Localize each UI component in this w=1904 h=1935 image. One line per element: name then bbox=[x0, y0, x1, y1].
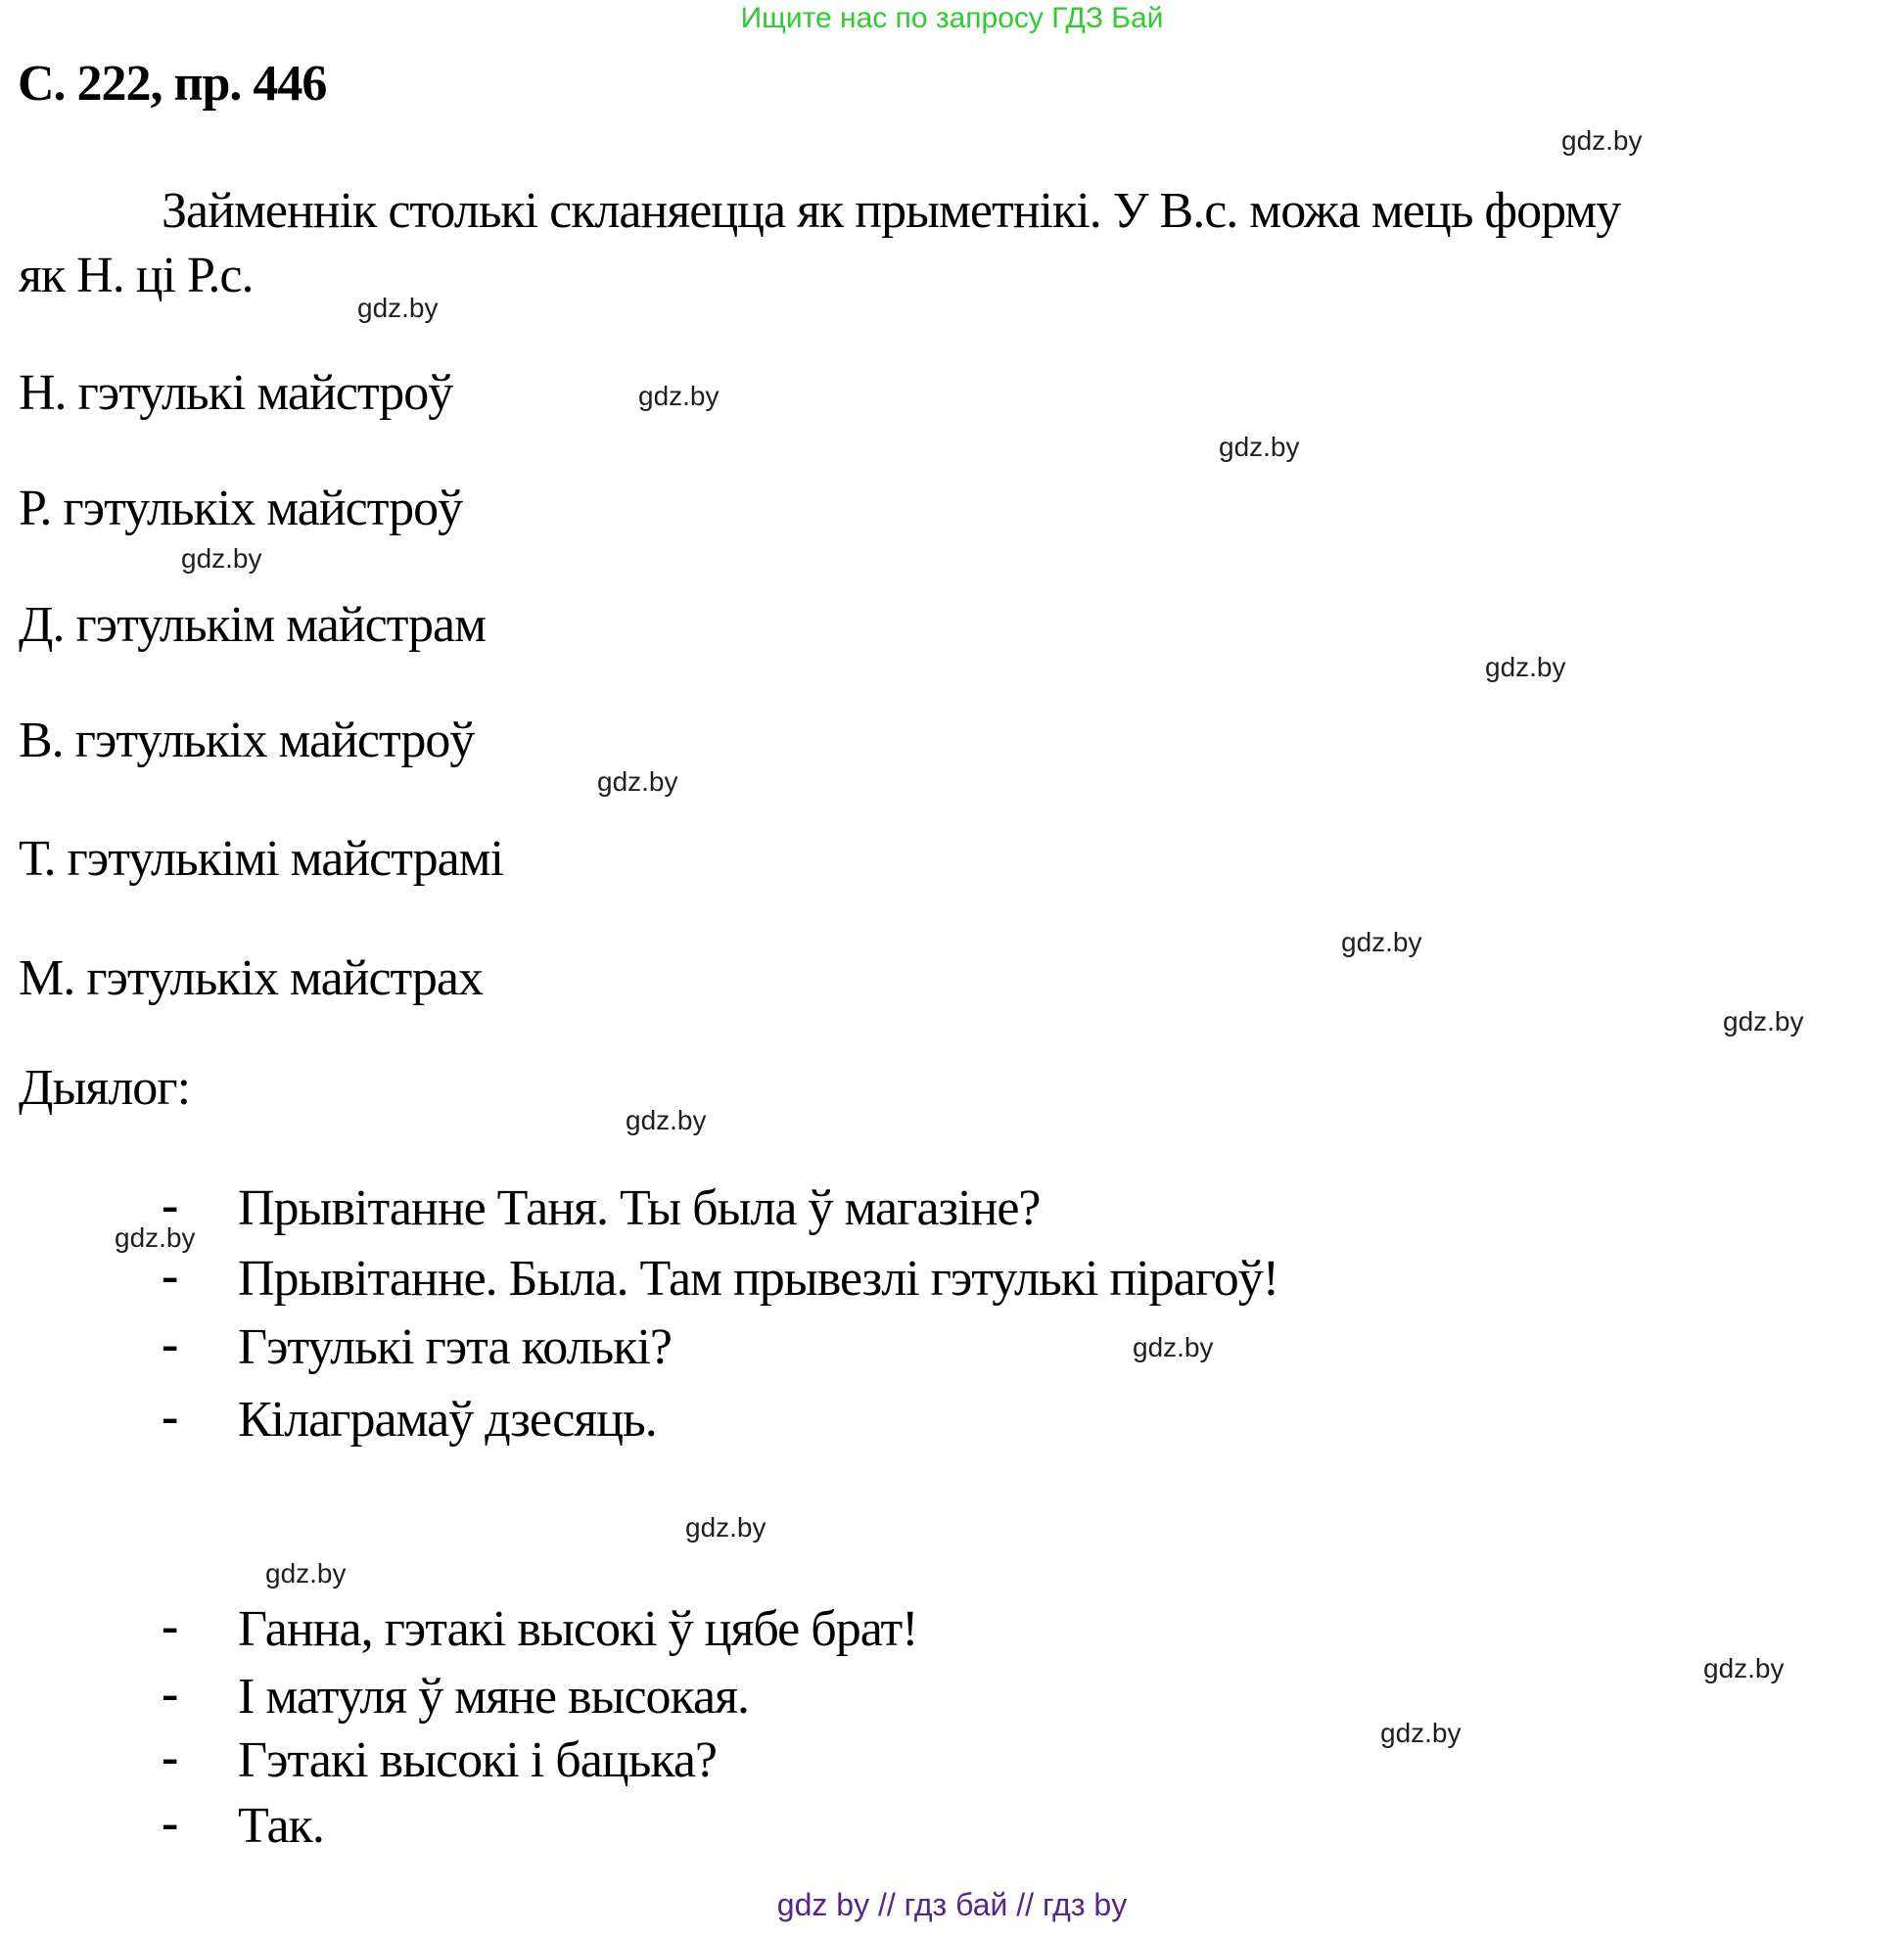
declension-line-instrumental: Т. гэтулькімі майстрамі bbox=[19, 831, 504, 887]
declension-line-nominative: Н. гэтулькі майстроў bbox=[19, 365, 453, 421]
dialog-line: Гэтулькі гэта колькі? bbox=[238, 1319, 672, 1375]
dialog-dash: - bbox=[162, 1729, 179, 1785]
gdzby-watermark: gdz.by bbox=[1219, 432, 1300, 462]
gdzby-watermark: gdz.by bbox=[265, 1558, 347, 1589]
dialog-heading: Дыялог: bbox=[19, 1060, 191, 1116]
dialog-line: Ганна, гэтакі высокі ў цябе брат! bbox=[238, 1601, 918, 1657]
dialog-line: Так. bbox=[238, 1798, 324, 1854]
dialog-dash: - bbox=[162, 1316, 179, 1372]
intro-line: Займеннік столькі скланяецца як прыметнікі. У В.с. можа мець форму bbox=[162, 183, 1621, 239]
dialog-dash: - bbox=[162, 1389, 179, 1445]
intro-line: як Н. ці Р.с. bbox=[19, 248, 254, 303]
gdzby-watermark: gdz.by bbox=[1380, 1718, 1462, 1748]
gdzby-watermark: gdz.by bbox=[638, 381, 720, 411]
dialog-dash: - bbox=[162, 1666, 179, 1722]
gdzby-watermark: gdz.by bbox=[115, 1222, 196, 1253]
declension-line-locative: М. гэтулькіх майстрах bbox=[19, 950, 483, 1006]
dialog-line: Прывітанне. Была. Там прывезлі гэтулькі пірагоў! bbox=[238, 1251, 1279, 1307]
gdzby-watermark: gdz.by bbox=[357, 293, 439, 323]
gdzby-watermark: gdz.by bbox=[1341, 927, 1422, 957]
promo-banner: Ищите нас по запросу ГДЗ Бай bbox=[740, 2, 1164, 34]
dialog-line: Кілаграмаў дзесяць. bbox=[238, 1392, 657, 1448]
declension-line-accusative: В. гэтулькіх майстроў bbox=[19, 713, 475, 768]
gdzby-watermark: gdz.by bbox=[685, 1512, 766, 1543]
gdzby-watermark: gdz.by bbox=[597, 766, 678, 797]
dialog-dash: - bbox=[162, 1248, 179, 1304]
dialog-line: Гэтакі высокі і бацька? bbox=[238, 1732, 717, 1788]
declension-line-dative: Д. гэтулькім майстрам bbox=[19, 597, 487, 653]
gdzby-watermark: gdz.by bbox=[1723, 1006, 1804, 1037]
gdzby-watermark: gdz.by bbox=[181, 543, 262, 574]
dialog-dash: - bbox=[162, 1177, 179, 1233]
footer-keywords: gdz by // гдз бай // гдз by bbox=[776, 1887, 1128, 1922]
gdzby-watermark: gdz.by bbox=[1485, 652, 1566, 682]
gdzby-watermark: gdz.by bbox=[626, 1105, 707, 1135]
dialog-dash: - bbox=[162, 1795, 179, 1851]
gdzby-watermark: gdz.by bbox=[1703, 1653, 1785, 1683]
gdzby-watermark: gdz.by bbox=[1133, 1332, 1214, 1362]
dialog-line: І матуля ў мяне высокая. bbox=[238, 1669, 749, 1725]
dialog-line: Прывітанне Таня. Ты была ў магазіне? bbox=[238, 1180, 1041, 1236]
declension-line-genitive: Р. гэтулькіх майстроў bbox=[19, 481, 463, 536]
gdzby-watermark: gdz.by bbox=[1561, 125, 1643, 156]
page-title: С. 222, пр. 446 bbox=[18, 56, 327, 112]
dialog-dash: - bbox=[162, 1598, 179, 1654]
